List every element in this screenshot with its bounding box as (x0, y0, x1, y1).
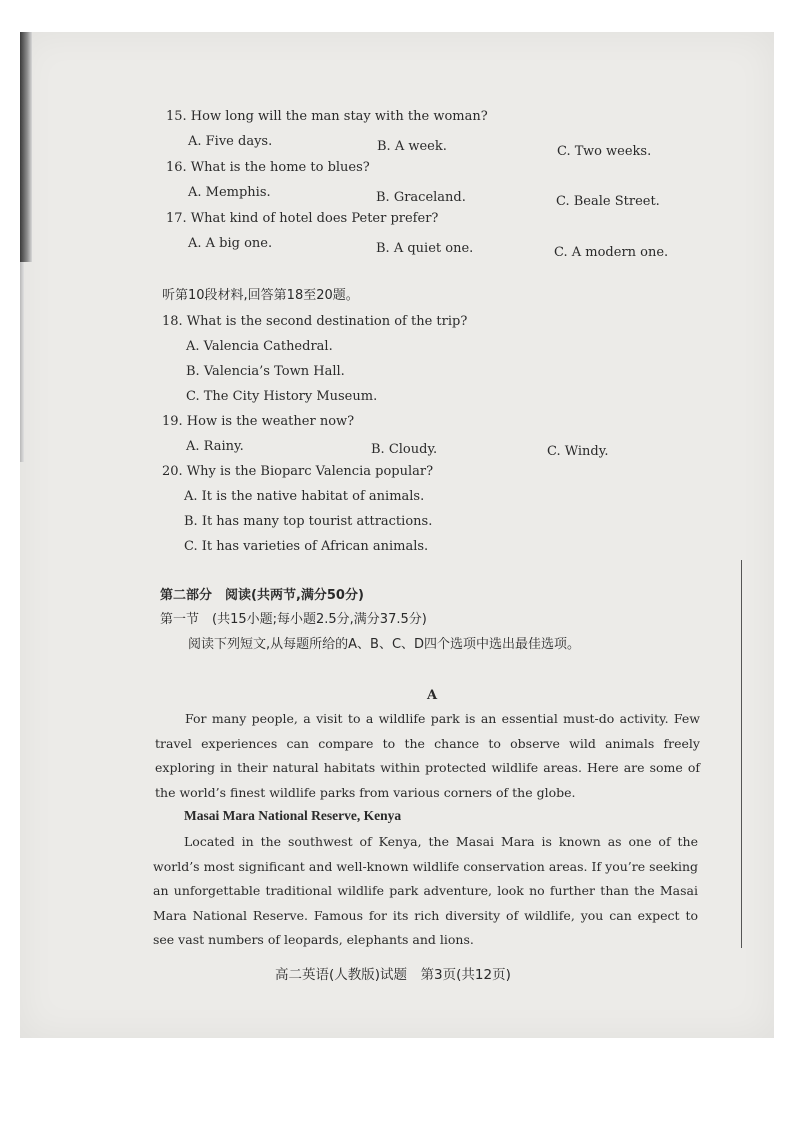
passage-letter: A (427, 688, 438, 703)
question-19-stem: 19. How is the weather now? (162, 414, 355, 429)
question-16-option-a: A. Memphis. (188, 185, 271, 200)
question-18-option-c: C. The City History Museum. (186, 389, 378, 404)
question-20-option-c: C. It has varieties of African animals. (184, 539, 429, 554)
question-18-option-b: B. Valencia’s Town Hall. (186, 364, 345, 379)
passage-paragraph-2: Located in the southwest of Kenya, the Masai Mara is known as one of the world’s most significant and well-known wildlife conservation areas. If you’re seeking an unforgettable traditional wildlife park adventure, look no further than the Masai Mara National Reserve. Famous for its rich diversity of wildlife, you can expect to see vast numbers of leopards, elephants and lions. (153, 834, 698, 947)
question-15-stem: 15. How long will the man stay with the woman? (166, 109, 488, 124)
page-footer: 高二英语(人教版)试题 第3页(共12页) (275, 967, 511, 983)
question-15-option-c: C. Two weeks. (557, 144, 652, 159)
question-20-option-b: B. It has many top tourist attractions. (184, 514, 433, 529)
passage-paragraph-1: For many people, a visit to a wildlife park is an essential must-do activity. Few travel experiences can compare to the chance to observe wild animals freely exploring in their natural habitats within protected wildlife areas. Here are some of the world’s finest wildlife parks from various corners of the globe. (155, 711, 700, 800)
section-1-title: 第一节 (共15小题;每小题2.5分,满分37.5分) (160, 612, 427, 627)
question-20-stem: 20. Why is the Bioparc Valencia popular? (162, 464, 434, 479)
margin-rule (741, 560, 742, 948)
question-17-stem: 17. What kind of hotel does Peter prefer? (166, 211, 439, 226)
question-15-option-a: A. Five days. (188, 134, 273, 149)
question-20-option-a: A. It is the native habitat of animals. (184, 489, 425, 504)
passage-subheading: Masai Mara National Reserve, Kenya (184, 808, 402, 823)
section-10-instruction: 听第10段材料,回答第18至20题。 (162, 288, 359, 303)
question-17-option-b: B. A quiet one. (376, 241, 474, 256)
question-16-option-b: B. Graceland. (376, 190, 466, 205)
page-edge-shadow-lower (20, 262, 24, 462)
question-17-option-c: C. A modern one. (554, 245, 669, 260)
question-18-option-a: A. Valencia Cathedral. (186, 339, 333, 354)
question-19-option-c: C. Windy. (547, 444, 609, 459)
question-15-option-b: B. A week. (377, 139, 447, 154)
question-19-option-a: A. Rainy. (186, 439, 244, 454)
question-16-stem: 16. What is the home to blues? (166, 160, 370, 175)
part-2-title: 第二部分 阅读(共两节,满分50分) (160, 588, 364, 603)
question-16-option-c: C. Beale Street. (556, 194, 660, 209)
question-18-stem: 18. What is the second destination of the trip? (162, 314, 468, 329)
reading-instruction: 阅读下列短文,从每题所给的A、B、C、D四个选项中选出最佳选项。 (188, 637, 581, 652)
question-19-option-b: B. Cloudy. (371, 442, 438, 457)
page-edge-shadow (20, 32, 32, 262)
question-17-option-a: A. A big one. (188, 236, 273, 251)
